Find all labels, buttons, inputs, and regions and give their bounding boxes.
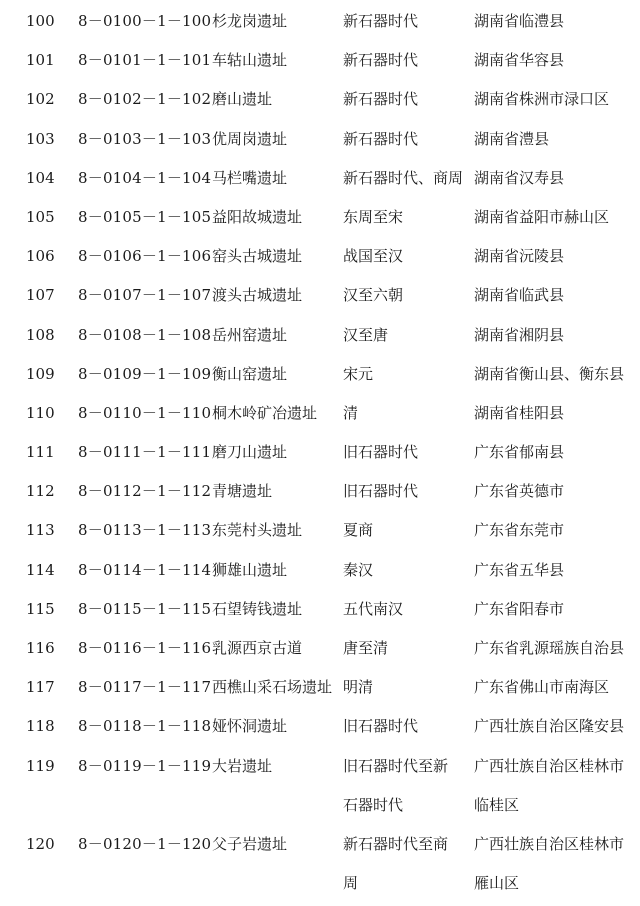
row-number: 106 (26, 247, 55, 266)
site-name: 车轱山遗址 (212, 51, 288, 70)
table-row (0, 511, 640, 550)
site-location: 湖南省益阳市赫山区 (474, 207, 610, 226)
table-row (0, 276, 640, 315)
table-row (0, 825, 640, 903)
site-name: 渡头古城遗址 (212, 286, 303, 305)
site-era: 新石器时代 (343, 90, 419, 109)
site-name: 娅怀洞遗址 (212, 717, 288, 736)
site-era: 宋元 (343, 364, 374, 383)
site-location: 湖南省华容县 (474, 51, 565, 70)
table-row (0, 2, 640, 41)
site-location: 湖南省衡山县、衡东县 (474, 364, 625, 383)
site-name: 益阳故城遗址 (212, 207, 303, 226)
site-location: 广西壮族自治区桂林市雁山区 (474, 834, 625, 893)
site-name: 磨山遗址 (212, 90, 273, 109)
row-number: 115 (26, 599, 55, 618)
table-row (0, 198, 640, 237)
site-era: 旧石器时代 (343, 482, 419, 501)
row-code: 8－0117－1－117 (78, 678, 212, 697)
site-name: 大岩遗址 (212, 756, 273, 775)
table-row (0, 120, 640, 159)
row-number: 110 (26, 403, 55, 422)
row-code: 8－0105－1－105 (78, 207, 212, 226)
site-location: 广西壮族自治区隆安县 (474, 717, 625, 736)
site-name: 父子岩遗址 (212, 834, 288, 853)
row-number: 101 (26, 51, 55, 70)
site-era: 夏商 (343, 521, 374, 540)
row-code: 8－0116－1－116 (78, 639, 212, 657)
row-code: 8－0118－1－118 (78, 717, 212, 736)
site-location: 广东省英德市 (474, 482, 565, 501)
site-location: 湖南省株洲市渌口区 (474, 90, 610, 109)
site-location: 湖南省临澧县 (474, 12, 565, 30)
row-number: 120 (26, 834, 55, 853)
row-number: 104 (26, 168, 55, 187)
site-location: 广东省佛山市南海区 (474, 678, 610, 697)
site-era: 五代南汉 (343, 599, 404, 618)
table-row (0, 629, 640, 668)
site-location: 湖南省沅陵县 (474, 247, 565, 266)
site-location: 湖南省澧县 (474, 129, 550, 148)
row-code: 8－0113－1－113 (78, 521, 212, 540)
row-code: 8－0112－1－112 (78, 482, 212, 501)
heritage-list (0, 2, 640, 903)
row-number: 111 (26, 443, 55, 462)
row-code: 8－0115－1－115 (78, 599, 212, 618)
site-era: 新石器时代 (343, 129, 419, 148)
row-code: 8－0102－1－102 (78, 90, 212, 109)
site-era: 汉至唐 (343, 325, 389, 344)
site-era: 汉至六朝 (343, 286, 404, 305)
table-row (0, 80, 640, 119)
site-location: 湖南省临武县 (474, 286, 565, 305)
row-code: 8－0114－1－114 (78, 560, 212, 579)
site-era: 旧石器时代 (343, 443, 419, 462)
site-era: 清 (343, 403, 359, 422)
row-code: 8－0106－1－106 (78, 247, 212, 266)
site-name: 青塘遗址 (212, 482, 273, 501)
table-row (0, 707, 640, 746)
row-number: 112 (26, 482, 55, 501)
row-code: 8－0107－1－107 (78, 286, 212, 305)
row-number: 100 (26, 12, 55, 30)
row-number: 119 (26, 756, 55, 775)
site-name: 磨刀山遗址 (212, 443, 288, 462)
row-code: 8－0120－1－120 (78, 834, 212, 853)
site-name: 石望铸钱遗址 (212, 599, 303, 618)
row-number: 105 (26, 207, 55, 226)
site-name: 东莞村头遗址 (212, 521, 303, 540)
site-location: 广东省阳春市 (474, 599, 565, 618)
row-number: 116 (26, 639, 55, 657)
row-number: 113 (26, 521, 55, 540)
site-name: 衡山窑遗址 (212, 364, 288, 383)
row-code: 8－0103－1－103 (78, 129, 212, 148)
site-name: 西樵山采石场遗址 (212, 678, 333, 697)
site-location: 湖南省湘阴县 (474, 325, 565, 344)
table-row (0, 355, 640, 394)
row-number: 118 (26, 717, 55, 736)
table-row (0, 551, 640, 590)
site-location: 广东省乳源瑶族自治县 (474, 639, 625, 657)
site-era: 明清 (343, 678, 374, 697)
site-era: 旧石器时代 (343, 717, 419, 736)
site-location: 湖南省桂阳县 (474, 403, 565, 422)
row-code: 8－0101－1－101 (78, 51, 212, 70)
site-era: 唐至清 (343, 639, 389, 657)
site-location: 广西壮族自治区桂林市临桂区 (474, 756, 625, 814)
row-number: 117 (26, 678, 55, 697)
site-era: 旧石器时代至新石器时代 (343, 756, 449, 814)
site-era: 新石器时代、商周 (343, 168, 464, 187)
site-era: 秦汉 (343, 560, 374, 579)
table-row (0, 394, 640, 433)
site-name: 杉龙岗遗址 (212, 12, 288, 30)
site-name: 乳源西京古道 (212, 639, 303, 657)
site-name: 狮雄山遗址 (212, 560, 288, 579)
row-number: 103 (26, 129, 55, 148)
table-row (0, 590, 640, 629)
table-row (0, 237, 640, 276)
table-row (0, 747, 640, 825)
table-row (0, 433, 640, 472)
row-code: 8－0111－1－111 (78, 443, 212, 462)
site-name: 窑头古城遗址 (212, 247, 303, 266)
row-code: 8－0119－1－119 (78, 756, 212, 775)
site-era: 战国至汉 (343, 247, 404, 266)
row-number: 108 (26, 325, 55, 344)
row-number: 107 (26, 286, 55, 305)
site-location: 广东省五华县 (474, 560, 565, 579)
row-code: 8－0100－1－100 (78, 12, 212, 30)
row-code: 8－0104－1－104 (78, 168, 212, 187)
site-name: 马栏嘴遗址 (212, 168, 288, 187)
table-row (0, 472, 640, 511)
table-row (0, 159, 640, 198)
site-era: 新石器时代 (343, 12, 419, 30)
site-era: 新石器时代 (343, 51, 419, 70)
site-era: 东周至宋 (343, 207, 404, 226)
row-number: 109 (26, 364, 55, 383)
site-location: 广东省东莞市 (474, 521, 565, 540)
site-name: 桐木岭矿冶遗址 (212, 403, 318, 422)
table-row (0, 41, 640, 80)
site-name: 岳州窑遗址 (212, 325, 288, 344)
row-number: 102 (26, 90, 55, 109)
row-code: 8－0109－1－109 (78, 364, 212, 383)
table-row (0, 316, 640, 355)
row-code: 8－0108－1－108 (78, 325, 212, 344)
row-code: 8－0110－1－110 (78, 403, 212, 422)
site-location: 湖南省汉寿县 (474, 168, 565, 187)
site-era: 新石器时代至商周 (343, 834, 449, 893)
row-number: 114 (26, 560, 55, 579)
site-name: 优周岗遗址 (212, 129, 288, 148)
site-location: 广东省郁南县 (474, 443, 565, 462)
table-row (0, 668, 640, 707)
